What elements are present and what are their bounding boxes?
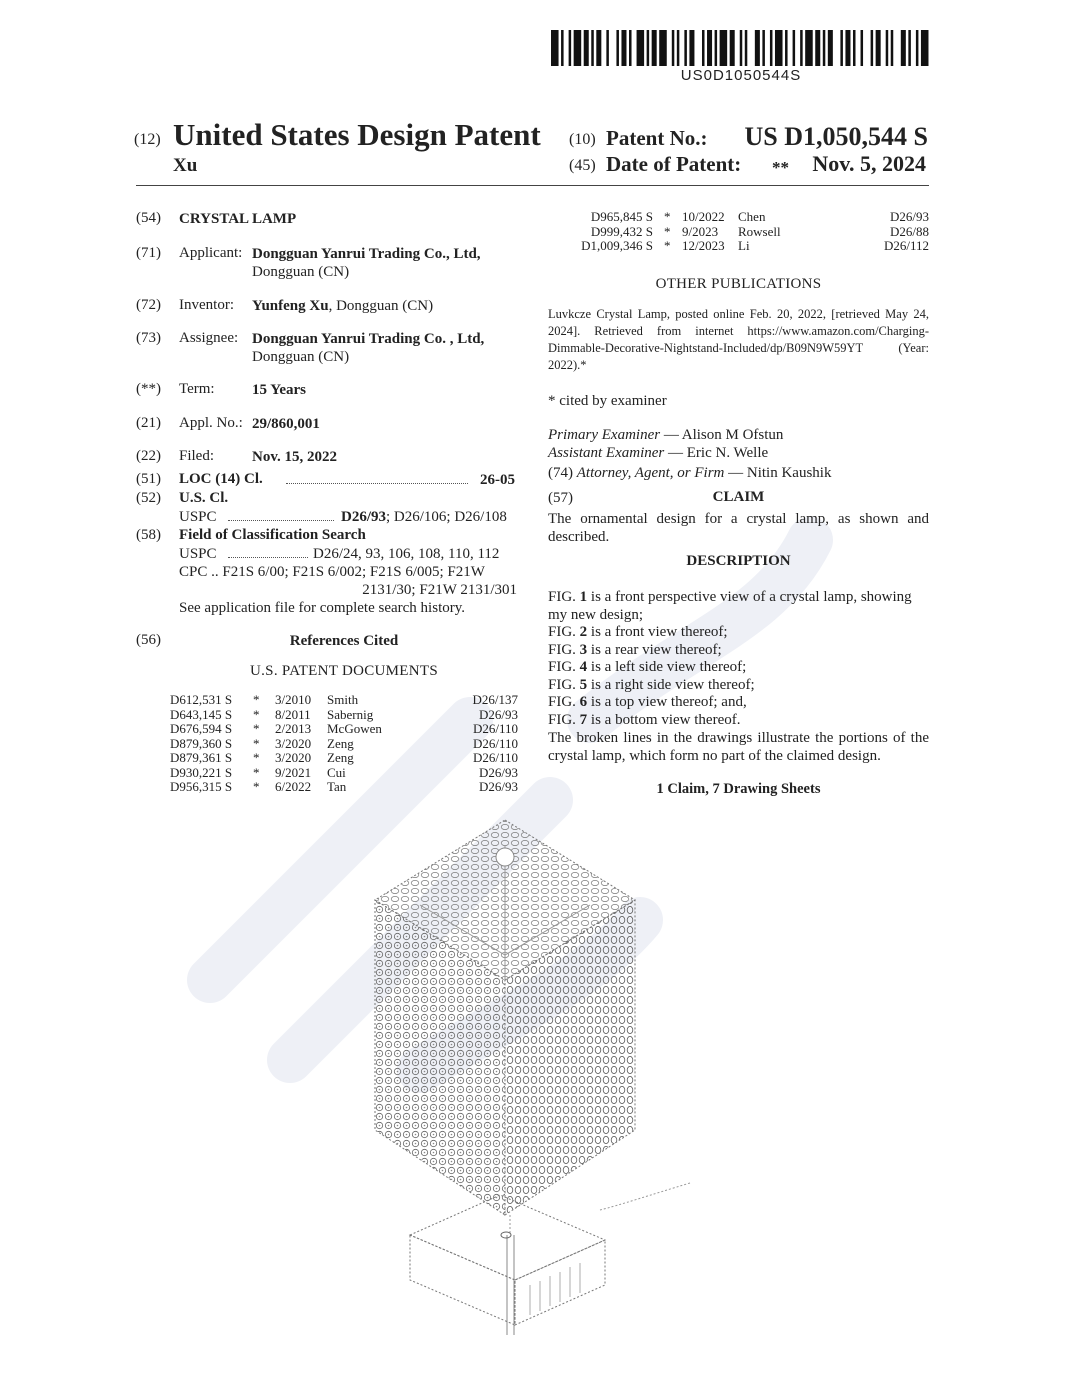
field-search-label: Field of Classification Search xyxy=(179,527,366,543)
fig-prefix: FIG. xyxy=(548,711,580,728)
patent-number: US D1,050,544 S xyxy=(744,122,928,151)
claim-code: (57) xyxy=(548,490,573,506)
fig-line xyxy=(548,711,929,729)
reference-class: D26/93 xyxy=(479,779,518,794)
reference-date: 3/2020 xyxy=(275,735,312,751)
header-code-10: (10) xyxy=(569,131,596,148)
patent-date-stars: ** xyxy=(772,158,789,177)
appl-no-value: 29/860,001 xyxy=(252,416,320,432)
dot-leader xyxy=(228,519,334,521)
reference-star: * xyxy=(253,735,260,751)
field-72-code: (72) xyxy=(136,297,161,313)
barcode-bar xyxy=(740,30,743,66)
fig-prefix: FIG. xyxy=(548,589,580,605)
reference-row xyxy=(170,751,518,766)
barcode-bar xyxy=(775,30,783,66)
barcode-bar xyxy=(770,30,773,66)
reference-class: D26/110 xyxy=(472,735,518,751)
reference-date: 8/2011 xyxy=(275,706,311,722)
reference-date: 12/2023 xyxy=(682,238,725,253)
barcode-bar xyxy=(677,30,680,66)
references-cited-heading: References Cited xyxy=(289,633,399,649)
barcode-bar xyxy=(755,30,760,66)
barcode-bar xyxy=(569,30,572,66)
reference-name: Chen xyxy=(738,209,766,224)
us-class-primary: D26/93 xyxy=(341,509,386,525)
reference-class: D26/93 xyxy=(890,209,929,224)
term-value: 15 Years xyxy=(252,382,307,398)
barcode-bar xyxy=(621,30,626,66)
reference-date: 2/2013 xyxy=(275,721,312,736)
fig-list xyxy=(548,623,929,728)
reference-name: Sabernig xyxy=(327,706,374,722)
reference-date: 3/2010 xyxy=(275,692,312,707)
loc-class-label: LOC (14) Cl. xyxy=(179,471,263,487)
us-patent-documents-heading: U.S. PATENT DOCUMENTS xyxy=(250,663,438,679)
barcode-bar xyxy=(672,30,675,66)
barcode-bar xyxy=(684,30,687,66)
fig-line xyxy=(548,641,929,659)
fig-text: is a front view thereof; xyxy=(587,624,728,640)
reference-class: D26/110 xyxy=(472,750,518,765)
barcode-bar xyxy=(629,30,632,66)
barcode-bar xyxy=(921,30,929,66)
reference-star: * xyxy=(253,692,260,707)
reference-star: * xyxy=(253,764,260,780)
reference-name: Rowsell xyxy=(738,223,781,239)
header-code-12: (12) xyxy=(134,131,161,148)
primary-examiner-label: Primary Examiner xyxy=(548,427,661,443)
inventor-place: , Dongguan (CN) xyxy=(328,298,434,314)
barcode-bar xyxy=(800,30,803,66)
barcode-image xyxy=(551,30,931,66)
fig-number: 6 xyxy=(579,694,588,710)
fig-line xyxy=(548,658,929,676)
barcode-bar xyxy=(561,30,564,66)
term-label: Term: xyxy=(179,381,215,397)
field-54-code: (54) xyxy=(136,210,161,226)
reference-number: D999,432 S xyxy=(590,223,653,239)
applicant-name: Dongguan Yanrui Trading Co., Ltd, xyxy=(252,246,481,262)
reference-number: D956,315 S xyxy=(170,779,233,794)
reference-number: D879,360 S xyxy=(170,735,233,751)
patent-date-label: Date of Patent: xyxy=(606,152,742,176)
reference-row xyxy=(170,722,518,737)
patent-date: Nov. 5, 2024 xyxy=(812,151,926,176)
reference-number: D612,531 S xyxy=(170,692,233,707)
field-search-uspc-value: D26/24, 93, 106, 108, 110, 112 xyxy=(313,546,500,562)
barcode-bar xyxy=(745,30,748,66)
fig-text: is a left side view thereof; xyxy=(587,659,747,675)
reference-name: Zeng xyxy=(327,735,354,751)
fig-1-line-2: my new design; xyxy=(548,606,643,623)
barcode-bar xyxy=(702,30,705,66)
reference-class: D26/93 xyxy=(479,706,518,722)
reference-star: * xyxy=(664,223,671,239)
figure-descriptions xyxy=(548,588,929,728)
barcode-bar xyxy=(861,30,864,66)
fig-text: is a front perspective view of a crystal lamp, showing xyxy=(587,589,912,605)
attorney-label: Attorney, Agent, or Firm xyxy=(576,465,725,481)
inventor-name: Yunfeng Xu xyxy=(252,298,329,314)
reference-number: D930,221 S xyxy=(170,764,233,780)
assignee-label: Assignee: xyxy=(179,330,239,346)
field-search-cpc-line1: CPC .. F21S 6/00; F21S 6/002; F21S 6/005; F21W xyxy=(179,564,485,580)
other-publications-heading: OTHER PUBLICATIONS xyxy=(655,276,822,292)
barcode-bar xyxy=(574,30,582,66)
fig-text: is a right side view thereof; xyxy=(587,676,755,693)
fig-number: 2 xyxy=(579,624,588,640)
claim-heading: CLAIM xyxy=(712,489,765,505)
barcode-bar xyxy=(840,30,843,66)
barcode-bar xyxy=(616,30,619,66)
us-class-uspc-label: USPC xyxy=(179,509,217,525)
fig-prefix: FIG. xyxy=(548,676,580,693)
reference-row xyxy=(570,210,929,225)
barcode-bar xyxy=(652,30,657,66)
primary-examiner-name: — Alison M Ofstun xyxy=(663,427,784,443)
reference-row xyxy=(570,225,929,240)
description-heading: DESCRIPTION xyxy=(686,553,791,569)
field-22-code: (22) xyxy=(136,448,161,464)
reference-row xyxy=(170,780,518,795)
search-history-note: See application file for complete search history. xyxy=(179,600,466,616)
reference-star: * xyxy=(253,706,260,722)
reference-row xyxy=(570,239,929,254)
barcode-bar xyxy=(828,30,833,66)
field-52-code: (52) xyxy=(136,490,161,506)
barcode-bar xyxy=(891,30,894,66)
barcode-bar xyxy=(762,30,765,66)
barcode-bar xyxy=(606,30,609,66)
field-71-code: (71) xyxy=(136,245,161,261)
reference-row xyxy=(170,693,518,708)
reference-class: D26/110 xyxy=(472,721,518,736)
fig-line xyxy=(548,693,929,711)
barcode-bar xyxy=(596,30,601,66)
inventor-value xyxy=(252,297,433,315)
field-term-code: (**) xyxy=(136,381,161,397)
fig-text: is a top view thereof; and, xyxy=(587,694,747,710)
field-search-cpc-line2: 2131/30; F21W 2131/301 xyxy=(362,582,517,598)
barcode-bar xyxy=(591,30,594,66)
document-title: United States Design Patent xyxy=(173,117,541,152)
claims-and-sheets: 1 Claim, 7 Drawing Sheets xyxy=(656,781,821,797)
barcode-bar xyxy=(720,30,728,66)
assistant-examiner-label: Assistant Examiner xyxy=(548,445,665,461)
reference-name: Smith xyxy=(327,692,359,707)
barcode-bar xyxy=(916,30,919,66)
barcode-bar xyxy=(659,30,667,66)
fig-text: is a rear view thereof; xyxy=(587,641,722,658)
field-73-code: (73) xyxy=(136,330,161,346)
reference-star: * xyxy=(253,750,260,765)
claim-text: The ornamental design for a crystal lamp, as shown and described. xyxy=(548,511,929,545)
reference-star: * xyxy=(253,779,260,794)
barcode-bar xyxy=(805,30,813,66)
loc-class-value: 26-05 xyxy=(480,472,515,488)
patent-number-label: Patent No.: xyxy=(606,126,708,150)
field-search-uspc-label: USPC xyxy=(179,546,217,562)
barcode-bar xyxy=(823,30,826,66)
reference-number: D879,361 S xyxy=(170,750,233,765)
us-class-secondary: ; D26/106; D26/108 xyxy=(386,509,507,525)
reference-name: Zeng xyxy=(327,750,354,765)
references-list-right xyxy=(570,210,929,254)
reference-class: D26/88 xyxy=(890,223,929,239)
barcode-bar xyxy=(853,30,856,66)
barcode-bar xyxy=(707,30,712,66)
barcode-bar xyxy=(715,30,718,66)
fig-prefix: FIG. xyxy=(548,659,580,675)
barcode-bar xyxy=(584,30,589,66)
assignee-name: Dongguan Yanrui Trading Co. , Ltd, xyxy=(252,331,485,347)
reference-name: Tan xyxy=(327,779,347,794)
references-list-left xyxy=(170,693,518,795)
barcode-bar xyxy=(637,30,645,66)
fig-line xyxy=(548,676,929,694)
fig-prefix: FIG. xyxy=(548,694,580,710)
attorney-code: (74) xyxy=(548,465,573,481)
barcode-bar xyxy=(871,30,874,66)
inventor-label: Inventor: xyxy=(179,297,234,313)
reference-number: D965,845 S xyxy=(590,209,653,224)
broken-lines-note: The broken lines in the drawings illustrate the portions of the crystal lamp, which form no part of the claimed design. xyxy=(548,730,929,764)
fig-prefix: FIG. xyxy=(548,641,580,658)
reference-class: D26/137 xyxy=(472,692,518,707)
field-51-code: (51) xyxy=(136,471,161,487)
barcode-bar xyxy=(730,30,735,66)
assignee-place: Dongguan (CN) xyxy=(252,349,350,365)
fig-text: is a bottom view thereof. xyxy=(587,711,741,728)
reference-name: McGowen xyxy=(327,721,382,736)
cited-by-examiner-note: * cited by examiner xyxy=(548,393,667,409)
barcode-bar xyxy=(689,30,694,66)
header-code-45: (45) xyxy=(569,157,596,174)
applicant-label: Applicant: xyxy=(179,245,243,261)
header-divider xyxy=(136,185,929,186)
crystal-lamp-drawing xyxy=(330,815,710,1360)
reference-star: * xyxy=(253,721,260,736)
reference-row xyxy=(170,766,518,781)
reference-class: D26/93 xyxy=(479,764,518,780)
field-21-code: (21) xyxy=(136,415,161,431)
reference-date: 3/2020 xyxy=(275,750,312,765)
us-class-uspc-value xyxy=(341,508,507,526)
reference-star: * xyxy=(664,209,671,224)
filed-label: Filed: xyxy=(179,448,215,464)
fig-number: 3 xyxy=(579,641,588,658)
barcode-bar xyxy=(793,30,796,66)
attorney xyxy=(548,464,929,482)
reference-date: 9/2021 xyxy=(275,764,312,780)
reference-date: 6/2022 xyxy=(275,779,312,794)
us-class-label: U.S. Cl. xyxy=(179,490,229,506)
fig-number: 7 xyxy=(579,711,588,728)
inventor-surname: Xu xyxy=(173,155,198,176)
reference-date: 10/2022 xyxy=(682,209,725,224)
filed-value: Nov. 15, 2022 xyxy=(252,449,338,465)
fig-number: 1 xyxy=(579,589,588,605)
reference-class: D26/112 xyxy=(883,238,929,253)
reference-number: D676,594 S xyxy=(170,721,233,736)
primary-examiner xyxy=(548,426,929,444)
fig-1-line xyxy=(548,588,929,606)
field-56-code: (56) xyxy=(136,632,161,648)
assistant-examiner xyxy=(548,444,929,462)
invention-title: CRYSTAL LAMP xyxy=(179,211,297,227)
reference-row xyxy=(170,737,518,752)
barcode-text: US0D1050544S xyxy=(680,67,802,84)
fig-prefix: FIG. xyxy=(548,624,580,640)
field-58-code: (58) xyxy=(136,527,161,543)
reference-name: Cui xyxy=(327,764,346,780)
reference-name: Li xyxy=(738,238,750,253)
barcode-bar xyxy=(908,30,911,66)
reference-number: D643,145 S xyxy=(170,706,233,722)
barcode-bar xyxy=(845,30,850,66)
attorney-name: — Nitin Kaushik xyxy=(728,465,832,481)
reference-row xyxy=(170,708,518,723)
barcode-bar xyxy=(886,30,889,66)
applicant-place: Dongguan (CN) xyxy=(252,264,350,280)
reference-star: * xyxy=(664,238,671,253)
dot-leader xyxy=(286,482,468,484)
barcode-bar xyxy=(785,30,788,66)
barcode-bar xyxy=(901,30,906,66)
fig-number: 4 xyxy=(579,659,588,675)
assistant-examiner-name: — Eric N. Welle xyxy=(668,445,769,461)
barcode-bar xyxy=(876,30,881,66)
barcode-bar xyxy=(647,30,650,66)
fig-number: 5 xyxy=(579,676,588,693)
barcode-bar xyxy=(815,30,820,66)
reference-date: 9/2023 xyxy=(682,223,719,239)
appl-no-label: Appl. No.: xyxy=(179,415,243,431)
other-publications-text: Luvkcze Crystal Lamp, posted online Feb. 20, 2022, [retrieved May 24, 2024]. Retrieved from internet https://www.amazon.com/Charging-Dimmable-Decorative-Nightstand-Included/dp/B09N9W59YT (Year: 2022).* xyxy=(548,307,929,372)
barcode-bar xyxy=(551,30,559,66)
dot-leader xyxy=(228,556,308,558)
fig-line xyxy=(548,623,929,641)
reference-number: D1,009,346 S xyxy=(581,238,653,253)
